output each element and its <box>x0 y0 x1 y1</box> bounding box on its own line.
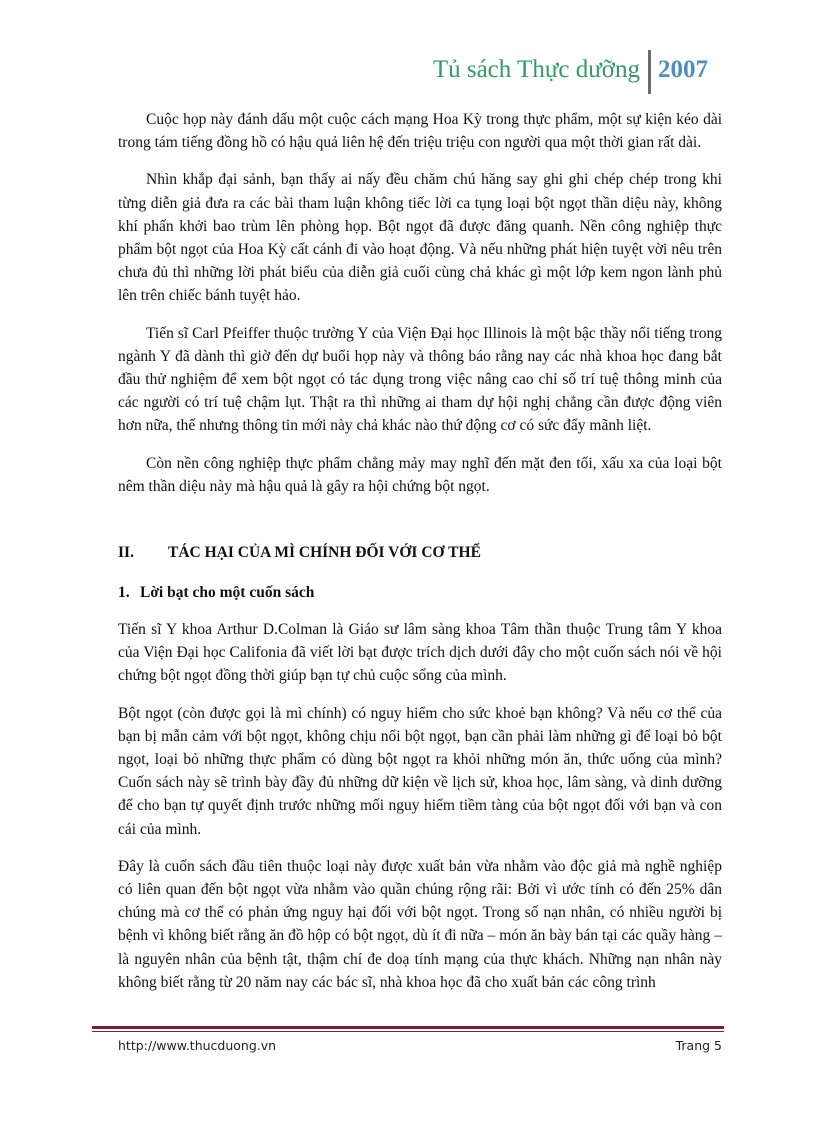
footer-url[interactable]: http://www.thucduong.vn <box>118 1038 277 1053</box>
subsection-title: Lời bạt cho một cuốn sách <box>140 584 315 602</box>
section-title: TÁC HẠI CỦA MÌ CHÍNH ĐỐI VỚI CƠ THỂ <box>168 544 481 562</box>
page-footer <box>118 1038 722 1058</box>
page-header <box>0 48 816 98</box>
header-title: Tủ sách Thực dưỡng <box>432 56 640 83</box>
header-year: 2007 <box>658 56 708 83</box>
subsection-number: 1. <box>118 584 130 602</box>
paragraph: Bột ngọt (còn được gọi là mì chính) có nguy hiểm cho sức khoẻ bạn không? Và nếu cơ thể của bạn bị mẫn cảm với bột ngọt, không chịu nổi bột ngọt, bạn cần phải làm những gì để loại bỏ bột ngọt, loại bỏ những thực phẩm có dùng bột ngọt ra khỏi những món ăn, thức uống của mình? Cuốn sách này sẽ trình bày đầy đủ những dữ kiện về lịch sử, khoa học, lâm sàng, và dinh dưỡng để cho bạn tự quyết định trước những mối nguy hiểm tiềm tàng của bột ngọt đối với bạn và con cái của mình. <box>118 704 722 838</box>
header-separator <box>648 50 651 94</box>
section-heading <box>118 542 722 564</box>
section-number: II. <box>118 544 134 562</box>
page-number: Trang 5 <box>675 1038 722 1053</box>
paragraph: Tiến sĩ Y khoa Arthur D.Colman là Giáo sư lâm sàng khoa Tâm thần thuộc Trung tâm Y khoa của Viện Đại học Califonia đã viết lời bạt được trích dịch dưới đây cho một cuốn sách nói về hội chứng bột ngọt đồng thời giúp bạn tự chủ cuộc sống của mình. <box>118 621 722 685</box>
footer-rule-thin <box>92 1031 724 1032</box>
paragraph: Nhìn khắp đại sảnh, bạn thấy ai nấy đều chăm chú hăng say ghi ghi chép chép trong khi từng diễn giả đưa ra các bài tham luận không tiếc lời ca tụng loại bột ngọt thần diệu này, không khí phấn khởi bao trùm lên phòng họp. Bột ngọt đã được đăng quanh. Nền công nghiệp thực phẩm bột ngọt của Hoa Kỳ cất cánh đi vào hoạt động. Và nếu những phát hiện tuyệt vời nêu trên chưa đủ thì những lời phát biểu của diễn giả cuối cùng chả khác gì một lớp kem ngon lành phủ lên trên chiếc bánh tuyệt hảo. <box>118 171 722 305</box>
paragraph: Đây là cuốn sách đầu tiên thuộc loại này được xuất bản vừa nhằm vào độc giả mà nghề nghiệp có liên quan đến bột ngọt vừa nhằm vào quần chúng rộng rãi: Bởi vì ước tính có đến 25% dân chúng mà cơ thể có phản ứng nguy hại đối với bột ngọt. Trong số nạn nhân, có nhiều người bị bệnh vì không biết rằng ăn đồ hộp có bột ngọt, dù ít đi nữa – món ăn bày bán tại các quầy hàng – là nguyên nhân của bệnh tật, thậm chí đe doạ tính mạng của thực khách. Những nạn nhân này không biết rằng từ 20 năm nay các bác sĩ, nhà khoa học đã cho xuất bản các công trình <box>118 857 722 991</box>
footer-rule <box>92 1026 724 1029</box>
paragraph: Còn nền công nghiệp thực phẩm chẳng mảy may nghĩ đến mặt đen tối, xấu xa của loại bột nêm thần diệu này mà hậu quả là gây ra hội chứng bột ngọt. <box>118 454 722 495</box>
paragraph: Cuộc họp này đánh dấu một cuộc cách mạng Hoa Kỳ trong thực phẩm, một sự kiện kéo dài trong tám tiếng đồng hồ có hậu quả liên hệ đến triệu triệu con người qua một thời gian rất dài. <box>118 111 722 152</box>
paragraph: Tiến sĩ Carl Pfeiffer thuộc trường Y của Viện Đại học Illinois là một bậc thầy nổi tiếng trong ngành Y đã dành thì giờ đến dự buổi họp này và thông báo rằng nay các nhà khoa học đang bắt đầu thử nghiệm để xem bột ngọt có tác dụng trong việc nâng cao chỉ số trí tuệ thông minh của các người có trí tuệ chậm lụt. Thật ra thì những ai tham dự hội nghị chẳng cần được động viên hơn nữa, thế nhưng thông tin mới này chả khác nào thứ động cơ có sức đẩy mãnh liệt. <box>118 324 722 435</box>
subsection-heading <box>118 582 722 604</box>
page-content <box>118 108 722 994</box>
